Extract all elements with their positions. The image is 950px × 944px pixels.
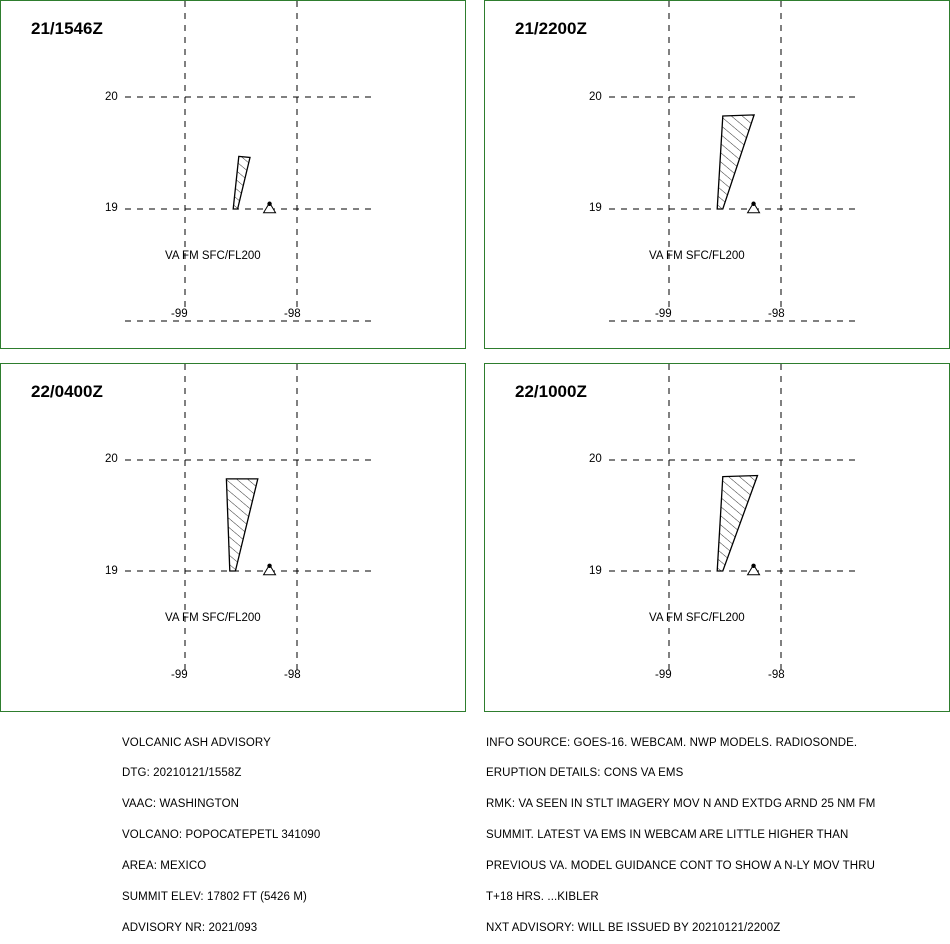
advisory-header-text	[122, 717, 320, 944]
ash-cloud-polygon	[233, 156, 250, 209]
forecast-panel-3	[0, 363, 466, 712]
lon-label-99: -99	[655, 308, 672, 320]
lon-label-99: -99	[171, 308, 188, 320]
ash-cloud-polygon	[717, 476, 757, 572]
advisory-remarks-text	[486, 717, 875, 944]
advisory-line: DTG: 20210121/1558Z	[122, 767, 242, 780]
va-area-label: VA FM SFC/FL200	[649, 250, 745, 262]
volcano-vent-icon	[267, 564, 271, 568]
advisory-line: INFO SOURCE: GOES-16. WEBCAM. NWP MODELS. RADIOSONDE.	[486, 736, 858, 749]
forecast-panel-2	[484, 0, 950, 349]
map-grid-4	[485, 364, 950, 713]
volcano-vent-icon	[751, 202, 755, 206]
lat-label-19: 19	[589, 565, 602, 577]
map-grid-2	[485, 1, 950, 350]
lat-label-19: 19	[105, 565, 118, 577]
panel-title: 22/1000Z	[515, 382, 587, 401]
panel-title: 22/0400Z	[31, 382, 103, 401]
forecast-panel-4	[484, 363, 950, 712]
ash-cloud-polygon	[717, 115, 754, 209]
lon-label-99: -99	[655, 669, 672, 681]
lon-label-98: -98	[768, 308, 785, 320]
advisory-line: SUMMIT. LATEST VA EMS IN WEBCAM ARE LITTLE HIGHER THAN	[486, 829, 849, 842]
lon-label-99: -99	[171, 669, 188, 681]
lon-label-98: -98	[768, 669, 785, 681]
map-grid-1	[1, 1, 467, 350]
advisory-line: ADVISORY NR: 2021/093	[122, 921, 258, 934]
advisory-line: T+18 HRS. ...KIBLER	[486, 891, 599, 904]
volcano-vent-icon	[267, 202, 271, 206]
advisory-line: PREVIOUS VA. MODEL GUIDANCE CONT TO SHOW A N-LY MOV THRU	[486, 860, 876, 873]
advisory-line: SUMMIT ELEV: 17802 FT (5426 M)	[122, 891, 307, 904]
advisory-line: VOLCANIC ASH ADVISORY	[122, 736, 271, 749]
lat-label-20: 20	[105, 91, 118, 103]
panel-title: 21/1546Z	[31, 19, 103, 38]
lat-label-19: 19	[105, 202, 118, 214]
va-area-label: VA FM SFC/FL200	[165, 612, 261, 624]
va-area-label: VA FM SFC/FL200	[649, 612, 745, 624]
lon-label-98: -98	[284, 669, 301, 681]
advisory-line: AREA: MEXICO	[122, 860, 207, 873]
va-area-label: VA FM SFC/FL200	[165, 250, 261, 262]
advisory-line: VAAC: WASHINGTON	[122, 798, 240, 811]
lat-label-20: 20	[589, 91, 602, 103]
lat-label-20: 20	[589, 453, 602, 465]
volcano-vent-icon	[751, 564, 755, 568]
advisory-line: VOLCANO: POPOCATEPETL 341090	[122, 829, 321, 842]
lat-label-19: 19	[589, 202, 602, 214]
panel-title: 21/2200Z	[515, 19, 587, 38]
lon-label-98: -98	[284, 308, 301, 320]
advisory-line: RMK: VA SEEN IN STLT IMAGERY MOV N AND EXTDG ARND 25 NM FM	[486, 798, 876, 811]
advisory-line: NXT ADVISORY: WILL BE ISSUED BY 20210121/2200Z	[486, 921, 781, 934]
map-grid-3	[1, 364, 467, 713]
ash-cloud-polygon	[226, 479, 257, 571]
forecast-panel-1	[0, 0, 466, 349]
lat-label-20: 20	[105, 453, 118, 465]
advisory-line: ERUPTION DETAILS: CONS VA EMS	[486, 767, 684, 780]
